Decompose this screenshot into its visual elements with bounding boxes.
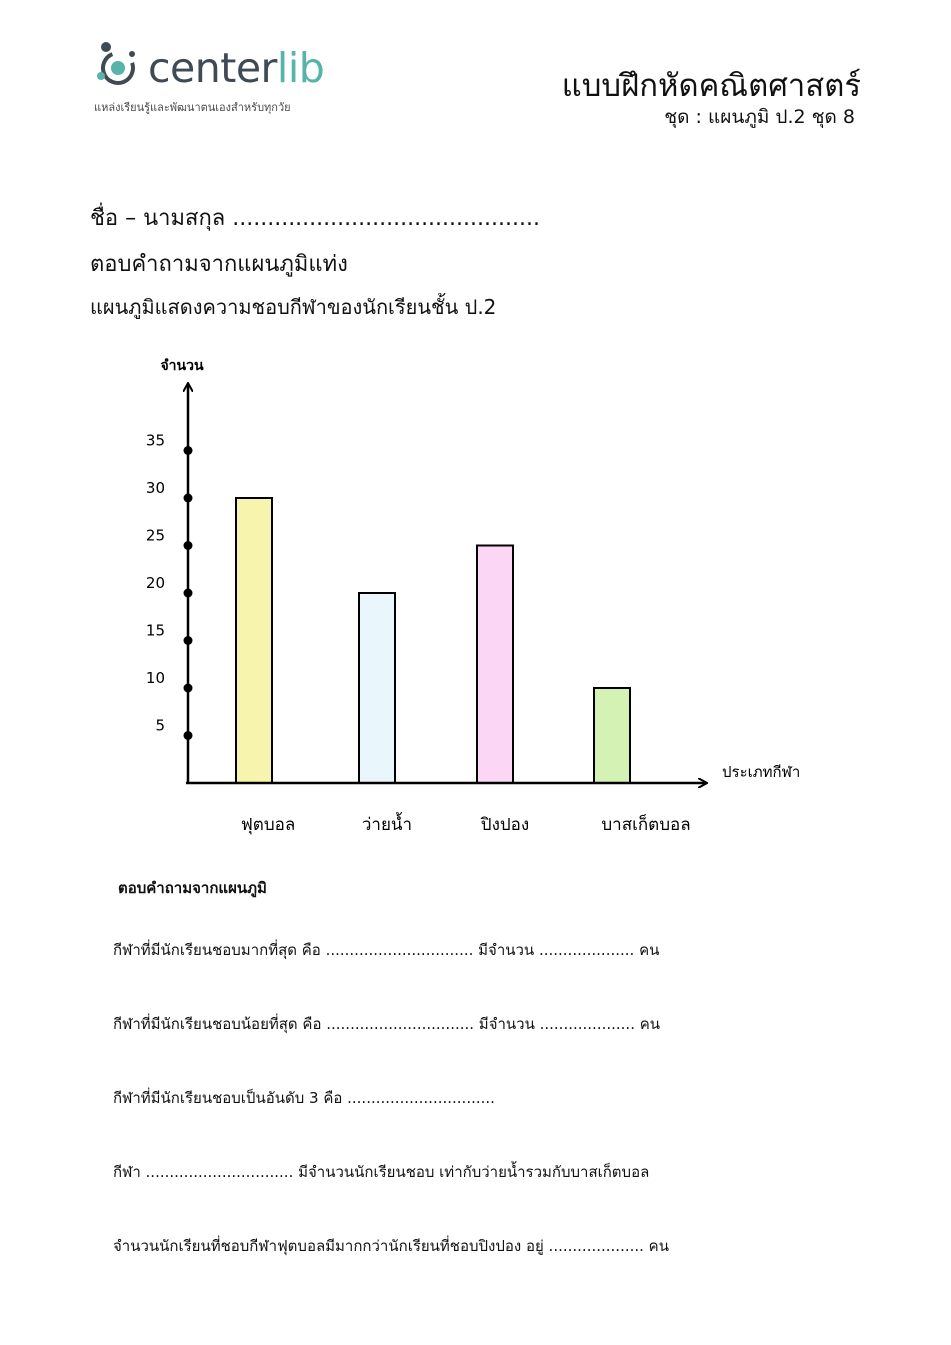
worksheet-title: แบบฝึกหัดคณิตศาสตร์ xyxy=(561,68,861,104)
chart-title: แผนภูมิแสดงความชอบกีฬาของนักเรียนชั้น ป.2 xyxy=(90,295,497,319)
category-labels-layer xyxy=(241,812,691,835)
question-5: จำนวนนักเรียนที่ชอบกีฬาฟุตบอลมีมากกว่านักเรียนที่ชอบปิงปอง อยู่ .................... คน xyxy=(113,1237,669,1255)
logo-tagline: แหล่งเรียนรู้และพัฒนาตนเองสำหรับทุกวัย xyxy=(94,101,291,114)
y-tick-label: 5 xyxy=(155,716,165,735)
y-tick-dot xyxy=(184,731,193,740)
category-label-3: ปิงปอง xyxy=(480,815,530,835)
y-axis-title: จำนวน xyxy=(160,358,204,374)
y-ticks-layer xyxy=(146,432,193,741)
y-tick-dot xyxy=(184,636,193,645)
category-label-4: บาสเก็ตบอล xyxy=(601,815,691,835)
y-tick-label: 20 xyxy=(145,574,165,592)
y-tick-label: 10 xyxy=(145,669,165,687)
bar-2 xyxy=(359,593,395,783)
question-3: กีฬาที่มีนักเรียนชอบเป็นอันดับ 3 คือ ............................... xyxy=(113,1089,495,1107)
worksheet-set-label: ชุด : แผนภูมิ ป.2 ชุด 8 xyxy=(664,106,855,128)
question-4: กีฬา ............................... มีจำนวนนักเรียนชอบ เท่ากับว่ายน้ำรวมกับบาสเก็ตบอล xyxy=(113,1163,650,1181)
bars-layer xyxy=(236,498,630,783)
category-label-1: ฟุตบอล xyxy=(240,815,296,835)
y-tick-label: 15 xyxy=(145,621,165,640)
logo-wordmark-lib: lib xyxy=(276,44,325,92)
questions-heading: ตอบคำถามจากแผนภูมิ xyxy=(118,879,267,897)
y-tick-dot xyxy=(184,589,193,598)
bar-1 xyxy=(236,498,272,783)
y-tick-dot xyxy=(184,684,193,693)
bar-4 xyxy=(594,688,630,783)
x-axis-title: ประเภทกีฬา xyxy=(722,763,801,781)
y-tick-dot xyxy=(184,541,193,550)
instruction-text: ตอบคำถามจากแผนภูมิแท่ง xyxy=(90,252,348,277)
question-1: กีฬาที่มีนักเรียนชอบมากที่สุด คือ ............................... มีจำนวน .................... คน xyxy=(113,941,660,959)
question-2: กีฬาที่มีนักเรียนชอบน้อยที่สุด คือ ............................... มีจำนวน .................... คน xyxy=(113,1015,661,1033)
y-tick-dot xyxy=(184,494,193,503)
category-label-2: ว่ายน้ำ xyxy=(361,815,413,835)
logo-wordmark-center: center xyxy=(148,44,277,92)
bar-3 xyxy=(477,546,513,784)
student-name-line: ชื่อ – นามสกุล ............................................ xyxy=(90,206,540,231)
y-tick-dot xyxy=(184,446,193,455)
y-tick-label: 30 xyxy=(145,479,165,497)
y-tick-label: 35 xyxy=(145,431,165,450)
y-tick-label: 25 xyxy=(145,526,165,545)
